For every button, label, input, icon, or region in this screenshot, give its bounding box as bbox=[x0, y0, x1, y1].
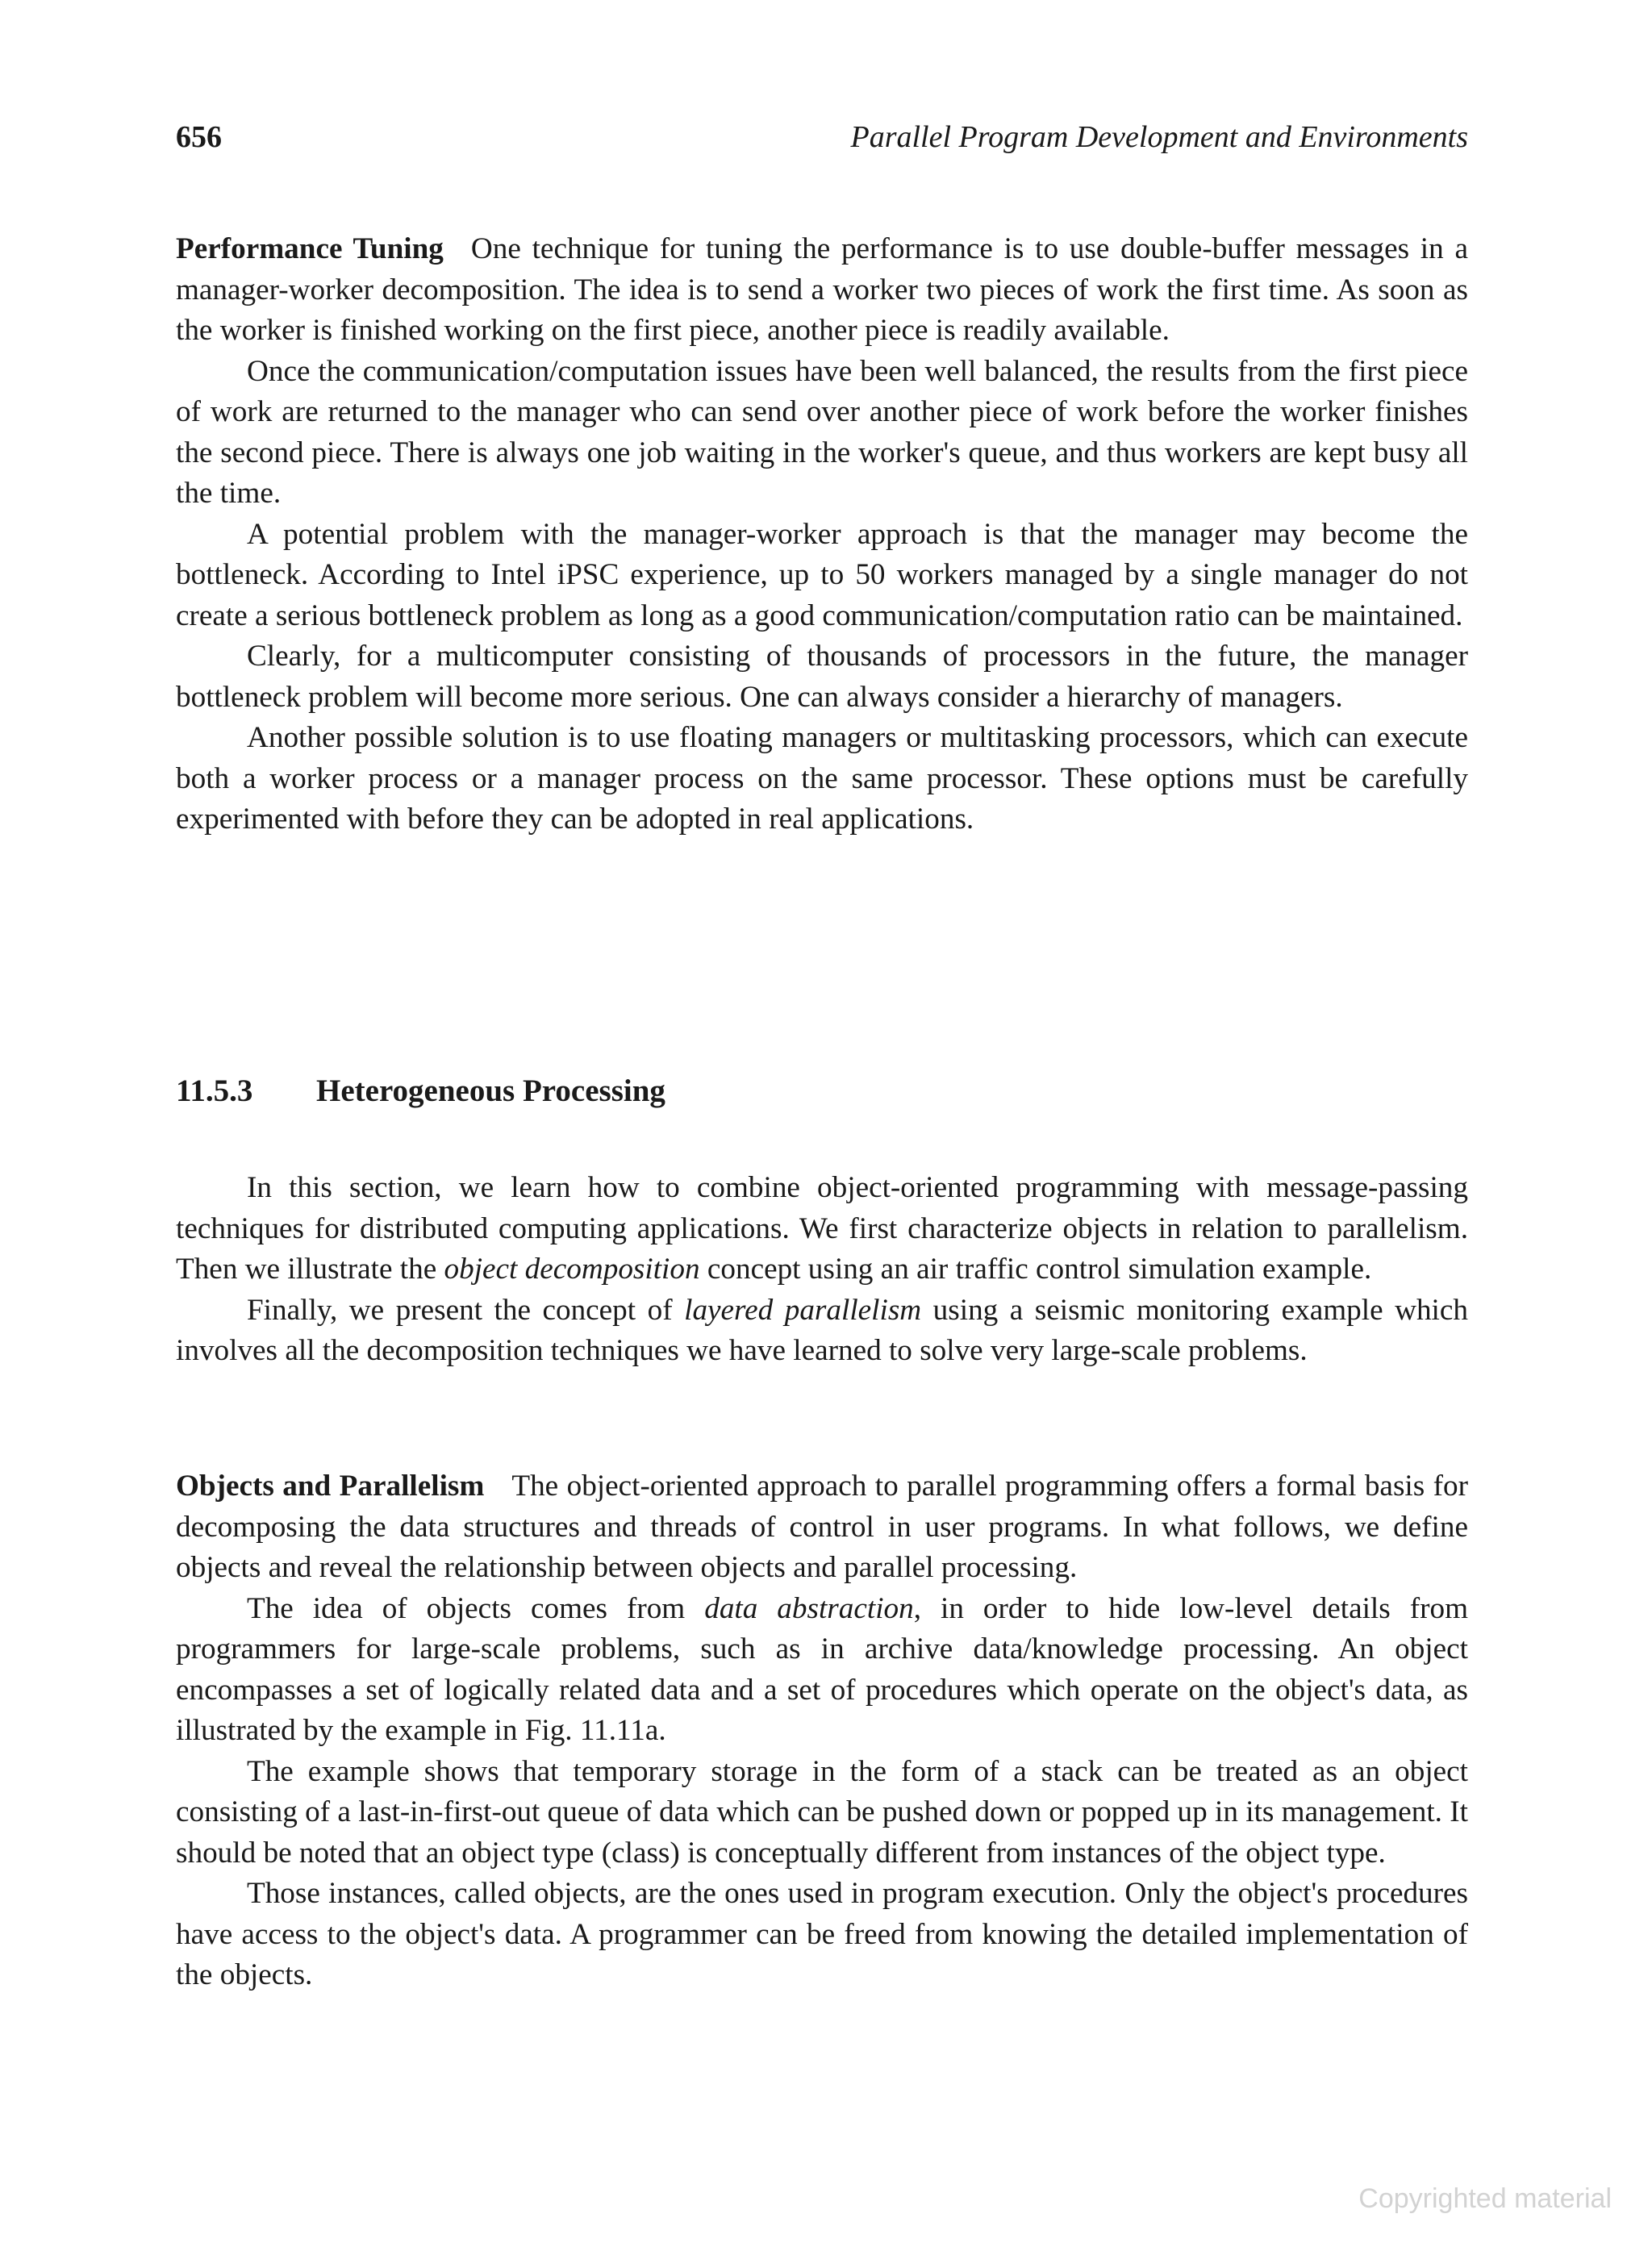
objects-parallelism-block bbox=[176, 1466, 1468, 1996]
paragraph: Clearly, for a multicomputer consisting of thousands of processors in the future, the manager bottleneck problem will become more serious. One can always consider a hierarchy of managers. bbox=[176, 640, 1468, 714]
paragraph: Another possible solution is to use floating managers or multitasking processors, which can execute both a worker process or a manager process on the same processor. These options must be carefully experimented with before they can be adopted in real applications. bbox=[176, 721, 1468, 836]
paragraph-text: One technique for tuning the performance is to use double-buffer messages in a manager-worker decomposition. The idea is to send a worker two pieces of work the first time. As soon as the worker is finished working on the first piece, another piece is readily available. bbox=[176, 232, 1468, 347]
paragraph: The example shows that temporary storage in the form of a stack can be treated as an object consisting of a last-in-first-out queue of data which can be pushed down or popped up in its management. It should be noted that an object type (class) is conceptually different from instances of the object type. bbox=[176, 1754, 1468, 1870]
copyright-watermark: Copyrighted material bbox=[1358, 2183, 1612, 2214]
running-head bbox=[176, 119, 1468, 168]
section-heading bbox=[176, 1073, 665, 1109]
paragraph bbox=[176, 1466, 1468, 1589]
paragraph-text: The object-oriented approach to parallel programming offers a formal basis for decomposing the data structures and threads of control in user programs. In what follows, we define objects and reveal the relationship between objects and parallel processing. bbox=[176, 1470, 1468, 1584]
running-title: Parallel Program Development and Environments bbox=[850, 120, 1468, 154]
emphasis: data abstraction bbox=[704, 1591, 914, 1625]
paragraph: Finally, we present the concept of layered parallelism using a seismic monitoring example which involves all the decomposition techniques we have learned to solve very large-scale problems. bbox=[176, 1293, 1468, 1367]
paragraph: Those instances, called objects, are the ones used in program execution. Only the object's procedures have access to the object's data. A programmer can be freed from knowing the detailed implementation of the objects. bbox=[176, 1877, 1468, 1991]
section-number: 11.5.3 bbox=[176, 1074, 253, 1108]
emphasis: object decomposition bbox=[444, 1253, 700, 1286]
section-intro-block bbox=[176, 1168, 1468, 1372]
performance-tuning-block bbox=[176, 229, 1468, 840]
paragraph: Once the communication/computation issues have been well balanced, the results from the first piece of work are returned to the manager who can send over another piece of work before the worker finishes the second piece. There is always one job waiting in the worker's queue, and thus workers are kept busy all the time. bbox=[176, 354, 1468, 510]
page-number: 656 bbox=[176, 120, 222, 154]
paragraph: In this section, we learn how to combine object-oriented programming with message-passing techniques for distributed computing applications. We first characterize objects in relation to parallelism. Then we illustrate the object decomposition concept using an air traffic control simulation example. bbox=[176, 1171, 1468, 1286]
paragraph: The idea of objects comes from data abstraction, in order to hide low-level details from programmers for large-scale problems, such as in archive data/knowledge processing. An object encompasses a set of logically related data and a set of procedures which operate on the object's data, as illustrated by the example in Fig. 11.11a. bbox=[176, 1591, 1468, 1747]
run-in-heading: Objects and Parallelism bbox=[176, 1470, 485, 1503]
paragraph: A potential problem with the manager-worker approach is that the manager may become the bottleneck. According to Intel iPSC experience, up to 50 workers managed by a single manager do not create a serious bottleneck problem as long as a good communication/computation ratio can be maintained. bbox=[176, 517, 1468, 632]
run-in-heading: Performance Tuning bbox=[176, 232, 444, 265]
paragraph bbox=[176, 229, 1468, 352]
section-title: Heterogeneous Processing bbox=[316, 1074, 665, 1108]
emphasis: layered parallelism bbox=[684, 1293, 922, 1327]
